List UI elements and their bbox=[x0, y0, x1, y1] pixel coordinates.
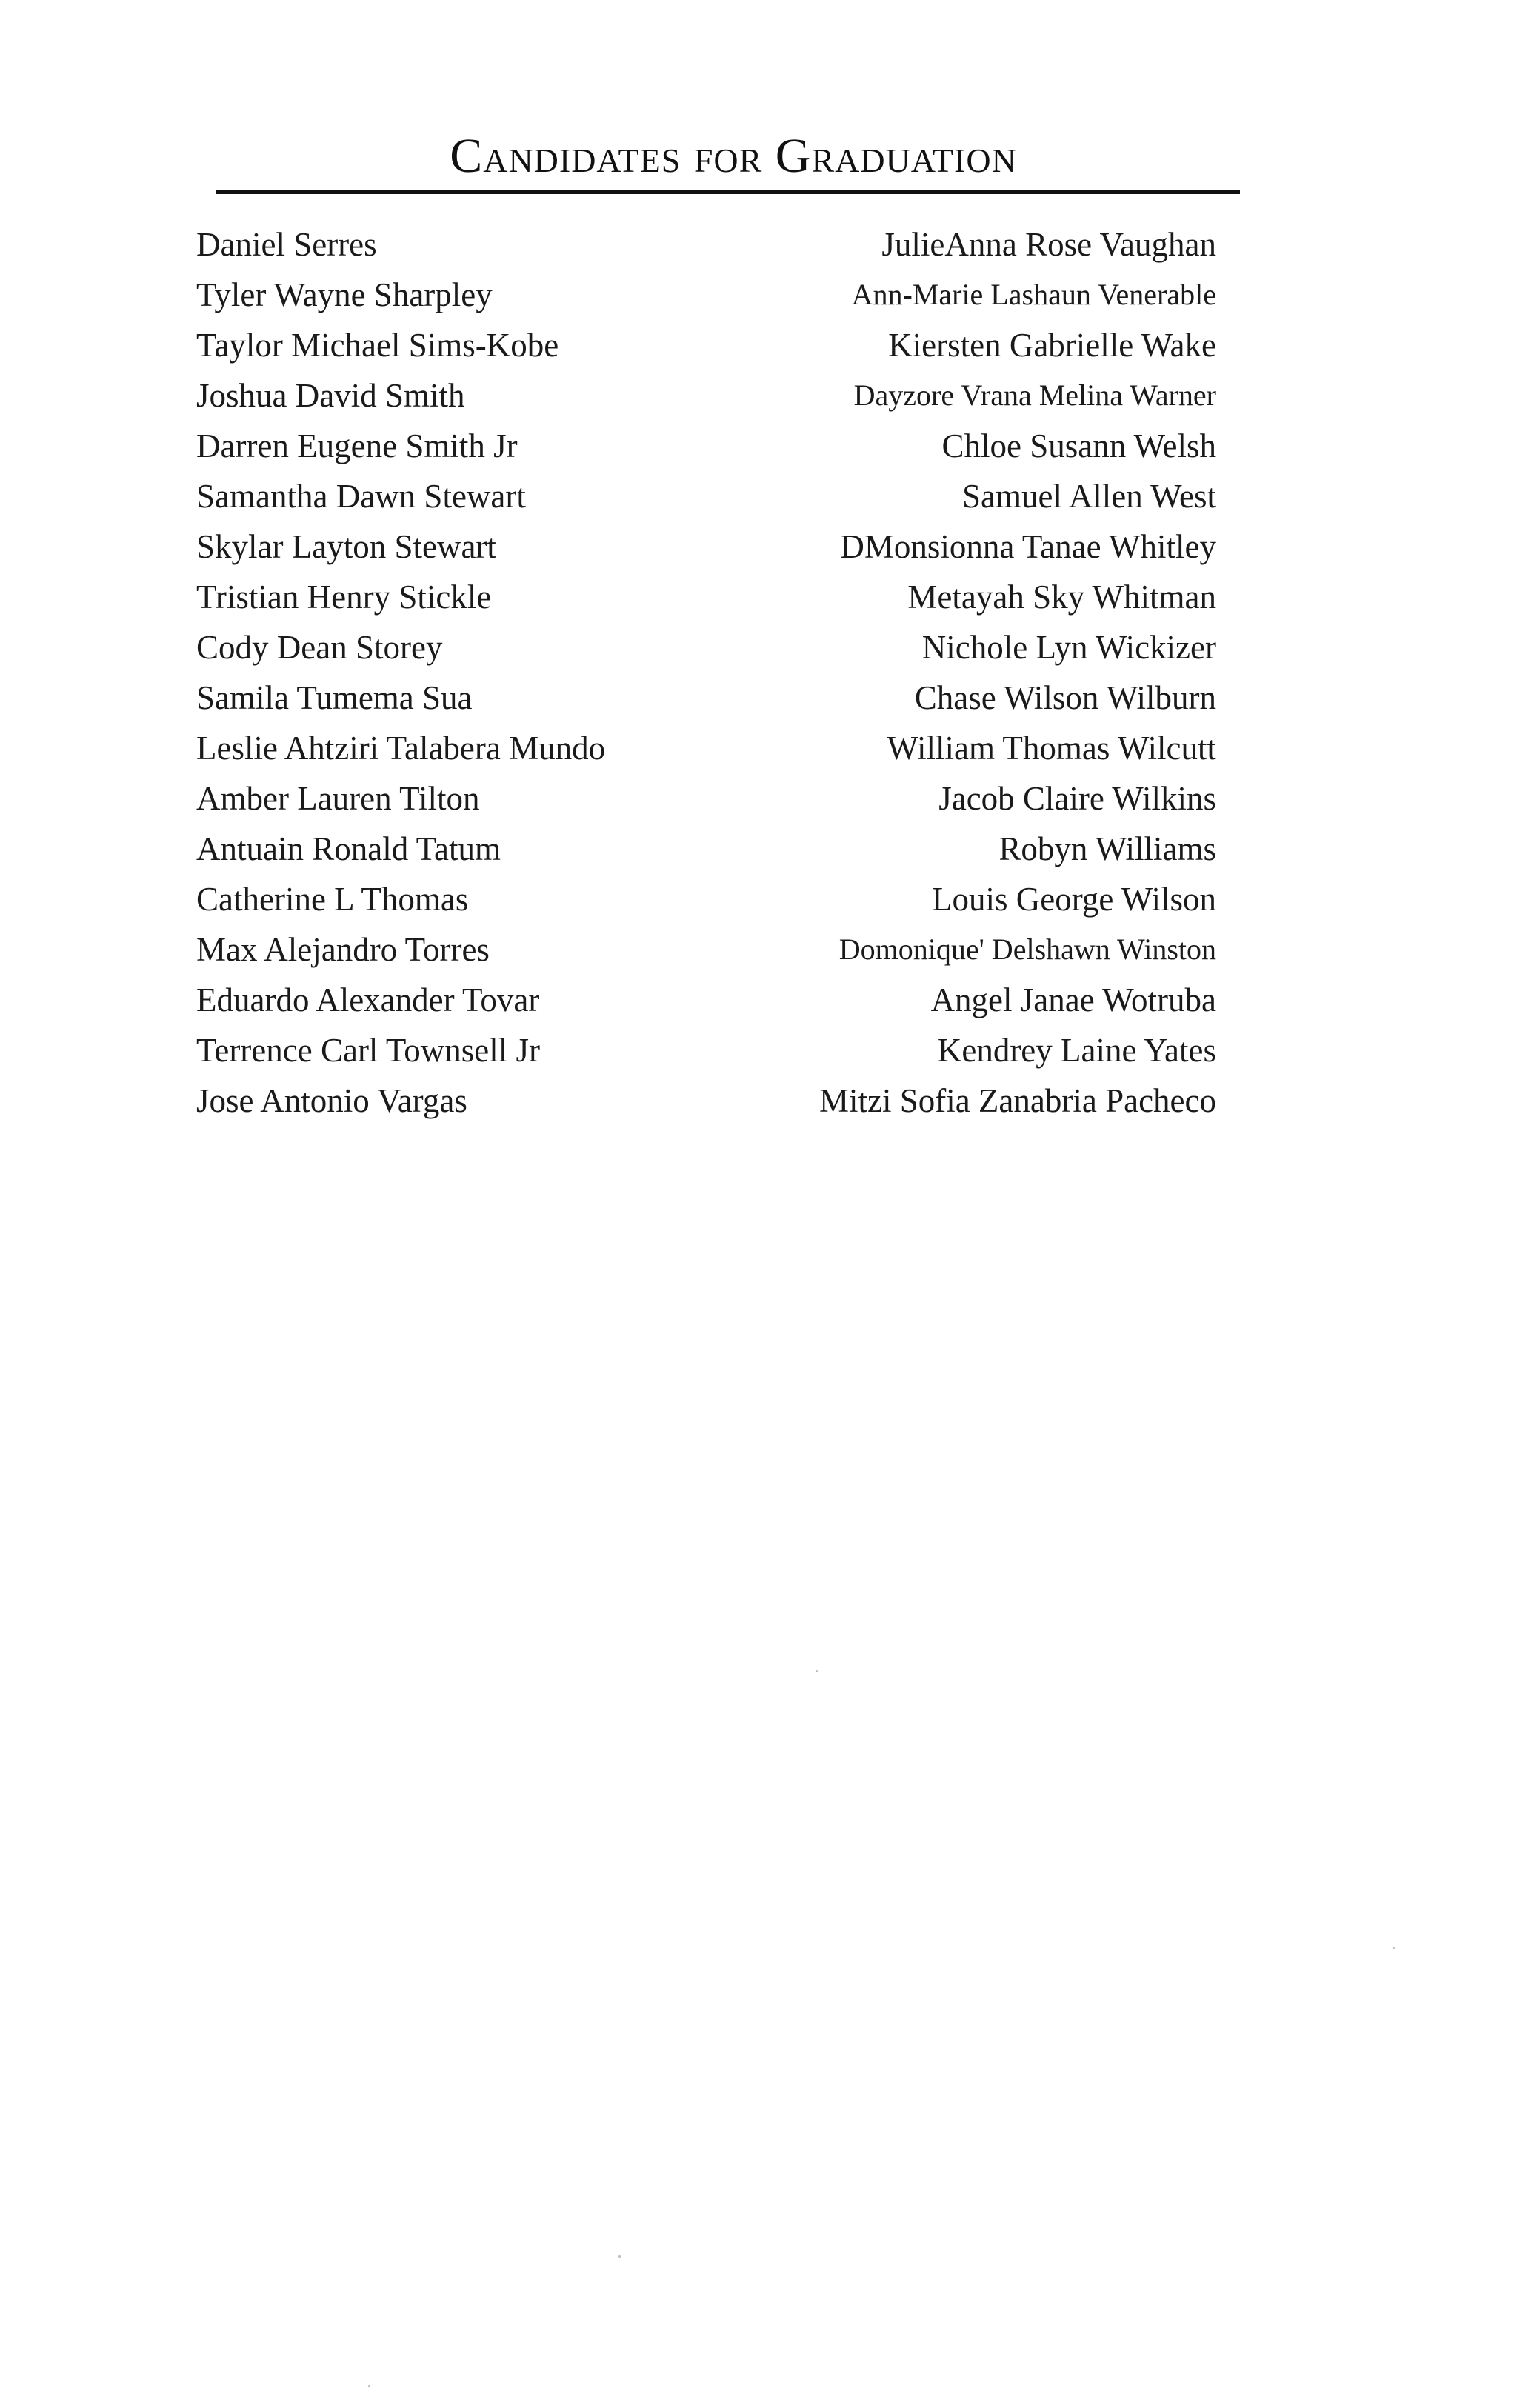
candidate-name: Joshua David Smith bbox=[196, 377, 465, 414]
scan-speck bbox=[816, 1670, 818, 1672]
candidate-name: Skylar Layton Stewart bbox=[196, 528, 496, 565]
candidate-name: Robyn Williams bbox=[998, 830, 1216, 867]
candidate-name: Jose Antonio Vargas bbox=[196, 1082, 467, 1119]
candidate-name: Samantha Dawn Stewart bbox=[196, 478, 526, 515]
candidate-name: Samila Tumema Sua bbox=[196, 679, 473, 716]
candidate-name: Antuain Ronald Tatum bbox=[196, 830, 501, 867]
candidate-name: Max Alejandro Torres bbox=[196, 931, 490, 968]
candidate-name: Leslie Ahtziri Talabera Mundo bbox=[196, 730, 606, 767]
candidate-name: Eduardo Alexander Tovar bbox=[196, 981, 540, 1018]
candidate-name: Terrence Carl Townsell Jr bbox=[196, 1032, 540, 1069]
page-title: Candidates for Graduation bbox=[450, 129, 1017, 183]
candidate-name: JulieAnna Rose Vaughan bbox=[881, 226, 1216, 263]
candidate-name: William Thomas Wilcutt bbox=[887, 730, 1216, 767]
candidate-name: Nichole Lyn Wickizer bbox=[921, 629, 1216, 666]
candidate-name: Chase Wilson Wilburn bbox=[914, 679, 1216, 716]
candidate-name: DMonsionna Tanae Whitley bbox=[840, 528, 1216, 565]
candidate-name: Darren Eugene Smith Jr bbox=[196, 427, 518, 464]
candidate-name: Kendrey Laine Yates bbox=[937, 1032, 1216, 1069]
candidate-name: Mitzi Sofia Zanabria Pacheco bbox=[818, 1082, 1216, 1119]
candidate-name: Tristian Henry Stickle bbox=[196, 578, 492, 616]
candidate-name: Chloe Susann Welsh bbox=[941, 427, 1216, 464]
candidate-name: Taylor Michael Sims-Kobe bbox=[196, 327, 559, 364]
candidate-name: Ann-Marie Lashaun Venerable bbox=[851, 278, 1216, 311]
candidate-name: Daniel Serres bbox=[196, 226, 377, 263]
scan-speck bbox=[368, 2385, 370, 2387]
candidate-name: Kiersten Gabrielle Wake bbox=[888, 327, 1216, 364]
candidate-name: Tyler Wayne Sharpley bbox=[196, 276, 493, 313]
candidate-name: Louis George Wilson bbox=[932, 881, 1216, 918]
candidate-name: Angel Janae Wotruba bbox=[930, 981, 1216, 1018]
right-name-column bbox=[741, 219, 1216, 1126]
candidate-name: Amber Lauren Tilton bbox=[196, 780, 480, 817]
scan-speck bbox=[618, 2255, 621, 2258]
candidate-name: Cody Dean Storey bbox=[196, 629, 443, 666]
candidate-name: Metayah Sky Whitman bbox=[907, 578, 1216, 616]
candidate-name: Samuel Allen West bbox=[961, 478, 1216, 515]
left-name-column bbox=[196, 219, 730, 1126]
candidate-name: Catherine L Thomas bbox=[196, 881, 469, 918]
title-underline-rule bbox=[216, 190, 1240, 194]
scan-speck bbox=[1393, 1947, 1395, 1949]
candidate-name: Jacob Claire Wilkins bbox=[938, 780, 1216, 817]
candidate-name: Domonique' Delshawn Winston bbox=[838, 933, 1216, 966]
candidate-name: Dayzore Vrana Melina Warner bbox=[853, 378, 1216, 412]
